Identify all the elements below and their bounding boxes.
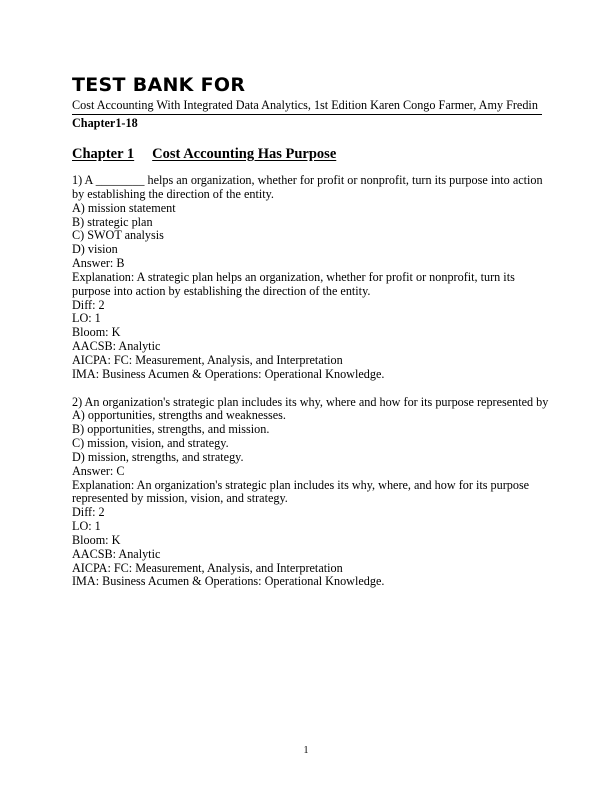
chapter-number: Chapter 1 [72,146,135,162]
chapter-heading [72,145,336,163]
aicpa-tag: AICPA: FC: Measurement, Analysis, and Interpretation [72,560,343,575]
answer: Answer: C [72,463,125,478]
option-c: C) SWOT analysis [72,228,164,243]
book-subtitle: Cost Accounting With Integrated Data Analytics, 1st Edition Karen Congo Farmer, Amy Fredin [72,98,538,112]
learning-objective: LO: 1 [72,311,101,326]
difficulty: Diff: 2 [72,297,105,312]
ima-tag: IMA: Business Acumen & Operations: Operational Knowledge. [72,574,385,589]
question-stem-continued: by establishing the direction of the entity. [72,186,274,201]
difficulty: Diff: 2 [72,505,105,520]
option-a: A) opportunities, strengths and weaknesses. [72,408,286,423]
question-stem: 1) A ________ helps an organization, whether for profit or nonprofit, turn its purpose into action [72,173,543,187]
learning-objective: LO: 1 [72,519,101,534]
answer: Answer: B [72,256,125,271]
explanation: Explanation: An organization's strategic plan includes its why, where, and how for its purpose [72,477,530,492]
explanation-continued: represented by mission, vision, and strategy. [72,491,288,506]
option-c: C) mission, vision, and strategy. [72,436,229,451]
question-list [72,173,549,589]
chapter-name: Cost Accounting Has Purpose [152,146,337,162]
option-a: A) mission statement [72,200,176,215]
bloom-level: Bloom: K [72,325,121,340]
question-stem: 2) An organization's strategic plan includes its why, where and how for its purpose represented by [72,394,549,409]
option-d: D) mission, strengths, and strategy. [72,449,244,464]
question-item [72,394,549,590]
ima-tag: IMA: Business Acumen & Operations: Operational Knowledge. [72,366,385,381]
aacsb-tag: AACSB: Analytic [72,546,161,561]
bloom-level: Bloom: K [72,532,121,547]
explanation-continued: purpose into action by establishing the direction of the entity. [72,283,371,298]
question-item [72,174,544,382]
aicpa-tag: AICPA: FC: Measurement, Analysis, and Interpretation [72,352,343,367]
header-divider [72,114,542,115]
explanation: Explanation: A strategic plan helps an organization, whether for profit or nonprofit, turn its [72,269,515,284]
option-b: B) strategic plan [72,214,153,229]
option-d: D) vision [72,242,118,257]
document-title: TEST BANK FOR [72,74,246,96]
page-number: 1 [303,745,309,756]
chapters-range: Chapter1-18 [72,116,138,130]
aacsb-tag: AACSB: Analytic [72,339,161,354]
option-b: B) opportunities, strengths, and mission. [72,422,270,437]
